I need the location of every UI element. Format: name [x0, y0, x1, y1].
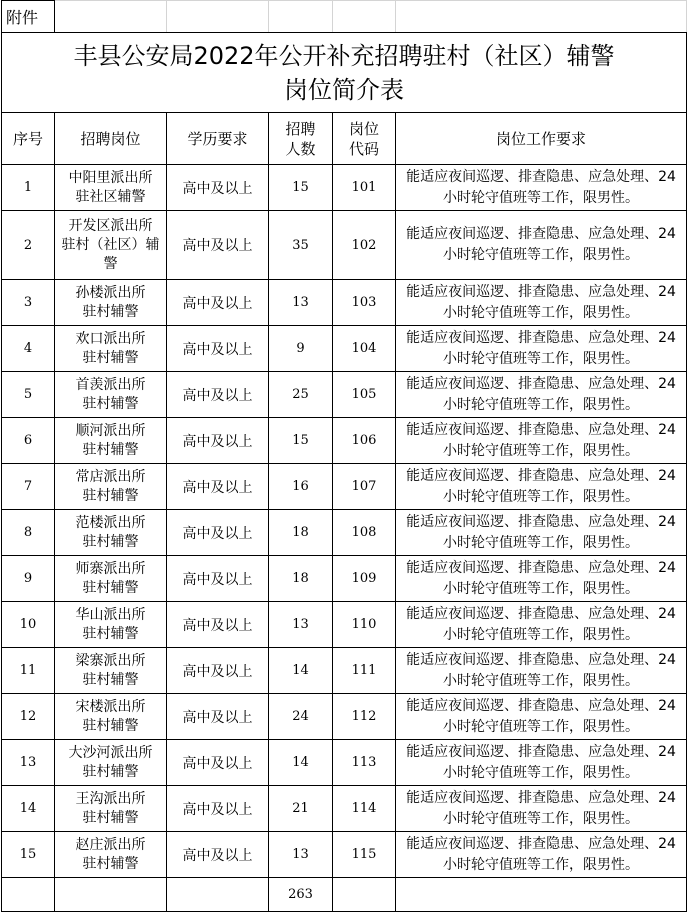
job-requirements-line-1: 能适应夜间巡逻、排查隐患、应急处理、24 [406, 743, 676, 760]
education-requirement: 高中及以上 [167, 165, 269, 211]
position-code: 103 [333, 280, 396, 326]
row-number: 11 [2, 648, 55, 694]
post-name [55, 418, 167, 464]
post-name-line-2: 驻村辅警 [82, 625, 139, 642]
post-name-line-2: 驻村辅警 [82, 855, 139, 872]
position-code: 105 [333, 372, 396, 418]
job-requirements-line-2: 小时轮守值班等工作，限男性。 [443, 247, 639, 263]
total-count: 263 [269, 878, 333, 912]
education-requirement: 高中及以上 [167, 556, 269, 602]
post-name-line-2: 驻社区辅警 [75, 188, 146, 205]
post-name-line-1: 宋楼派出所 [75, 698, 146, 715]
row-number: 8 [2, 510, 55, 556]
post-name [55, 326, 167, 372]
job-requirements [396, 418, 687, 464]
post-name-line-1: 华山派出所 [75, 606, 146, 623]
job-requirements-line-2: 小时轮守值班等工作，限男性。 [443, 189, 639, 206]
post-name [55, 280, 167, 326]
post-name-line-2: 驻村辅警 [82, 533, 139, 550]
education-requirement: 高中及以上 [167, 694, 269, 740]
hiring-count: 13 [269, 832, 333, 878]
position-code: 109 [333, 556, 396, 602]
education-requirement: 高中及以上 [167, 418, 269, 464]
row-number: 3 [2, 280, 55, 326]
total-empty [2, 878, 55, 912]
job-requirements-line-2: 小时轮守值班等工作，限男性。 [443, 350, 639, 367]
post-name [55, 464, 167, 510]
education-requirement: 高中及以上 [167, 648, 269, 694]
position-code: 104 [333, 326, 396, 372]
education-requirement: 高中及以上 [167, 602, 269, 648]
empty-cell [167, 1, 269, 33]
post-name-line-2: 驻村（社区）辅 [61, 236, 160, 253]
hiring-count: 14 [269, 648, 333, 694]
job-requirements-line-1: 能适应夜间巡逻、排查隐患、应急处理、24 [406, 697, 676, 714]
job-requirements-line-2: 小时轮守值班等工作，限男性。 [443, 580, 639, 597]
row-number: 15 [2, 832, 55, 878]
position-code: 110 [333, 602, 396, 648]
post-name-line-2: 驻村辅警 [82, 717, 139, 734]
table-row [2, 418, 687, 464]
post-name-line-1: 大沙河派出所 [68, 744, 153, 761]
job-requirements [396, 556, 687, 602]
post-name-line-1: 孙楼派出所 [75, 284, 146, 301]
header-education: 学历要求 [167, 113, 269, 165]
post-name-line-1: 欢口派出所 [75, 330, 146, 347]
job-requirements-line-2: 小时轮守值班等工作，限男性。 [443, 718, 639, 735]
row-number: 6 [2, 418, 55, 464]
job-requirements-line-1: 能适应夜间巡逻、排查隐患、应急处理、24 [406, 283, 676, 300]
empty-cell [333, 1, 396, 33]
empty-cell [55, 1, 167, 33]
post-name-line-1: 范楼派出所 [75, 514, 146, 531]
row-number: 7 [2, 464, 55, 510]
row-number: 13 [2, 740, 55, 786]
job-requirements [396, 372, 687, 418]
table-row [2, 694, 687, 740]
post-name-line-2: 驻村辅警 [82, 441, 139, 458]
post-name [55, 694, 167, 740]
post-name-line-2: 驻村辅警 [82, 487, 139, 504]
table-row [2, 165, 687, 211]
education-requirement: 高中及以上 [167, 464, 269, 510]
hiring-count: 18 [269, 556, 333, 602]
post-name-line-1: 中阳里派出所 [68, 169, 153, 186]
job-requirements-line-1: 能适应夜间巡逻、排查隐患、应急处理、24 [406, 605, 676, 622]
position-code: 102 [333, 211, 396, 280]
job-requirements-line-1: 能适应夜间巡逻、排查隐患、应急处理、24 [406, 467, 676, 484]
table-row [2, 280, 687, 326]
post-name-line-2: 驻村辅警 [82, 671, 139, 688]
header-no: 序号 [2, 113, 55, 165]
education-requirement: 高中及以上 [167, 372, 269, 418]
attachment-row [2, 1, 687, 33]
job-requirements-line-2: 小时轮守值班等工作，限男性。 [443, 626, 639, 643]
table-row [2, 326, 687, 372]
post-name-line-1: 师寨派出所 [75, 560, 146, 577]
education-requirement: 高中及以上 [167, 786, 269, 832]
empty-cell [269, 1, 333, 33]
table-row [2, 602, 687, 648]
post-name-line-2: 驻村辅警 [82, 395, 139, 412]
total-empty [333, 878, 396, 912]
position-code: 108 [333, 510, 396, 556]
post-name-line-1: 顺河派出所 [75, 422, 146, 439]
header-post: 招聘岗位 [55, 113, 167, 165]
total-row [2, 878, 687, 912]
hiring-count: 35 [269, 211, 333, 280]
hiring-count: 18 [269, 510, 333, 556]
education-requirement: 高中及以上 [167, 280, 269, 326]
hiring-count: 24 [269, 694, 333, 740]
header-code-line-2: 代码 [348, 139, 379, 158]
row-number: 4 [2, 326, 55, 372]
data-rows [2, 165, 687, 878]
hiring-count: 16 [269, 464, 333, 510]
post-name-line-1: 常店派出所 [75, 468, 146, 485]
job-requirements-line-2: 小时轮守值班等工作，限男性。 [443, 396, 639, 413]
post-name-line-1: 赵庄派出所 [75, 836, 146, 853]
header-requirements: 岗位工作要求 [396, 113, 687, 165]
job-requirements-line-1: 能适应夜间巡逻、排查隐患、应急处理、24 [406, 559, 676, 576]
total-empty [167, 878, 269, 912]
document-title [2, 33, 687, 113]
job-requirements [396, 740, 687, 786]
post-name-line-2: 驻村辅警 [82, 763, 139, 780]
education-requirement: 高中及以上 [167, 211, 269, 280]
position-code: 115 [333, 832, 396, 878]
post-name [55, 602, 167, 648]
education-requirement: 高中及以上 [167, 832, 269, 878]
hiring-count: 9 [269, 326, 333, 372]
attachment-label: 附件 [2, 1, 55, 33]
education-requirement: 高中及以上 [167, 326, 269, 372]
post-name-line-1: 梁寨派出所 [75, 652, 146, 669]
row-number: 2 [2, 211, 55, 280]
hiring-count: 14 [269, 740, 333, 786]
job-requirements [396, 165, 687, 211]
job-requirements-line-2: 小时轮守值班等工作，限男性。 [443, 810, 639, 827]
table-row [2, 786, 687, 832]
position-code: 112 [333, 694, 396, 740]
position-code: 106 [333, 418, 396, 464]
post-name [55, 786, 167, 832]
job-requirements-line-1: 能适应夜间巡逻、排查隐患、应急处理、24 [406, 329, 676, 346]
position-table [1, 0, 687, 912]
table-row [2, 648, 687, 694]
job-requirements-line-1: 能适应夜间巡逻、排查隐患、应急处理、24 [406, 375, 676, 392]
position-code: 111 [333, 648, 396, 694]
hiring-count: 25 [269, 372, 333, 418]
post-name [55, 740, 167, 786]
job-requirements-line-2: 小时轮守值班等工作，限男性。 [443, 764, 639, 781]
hiring-count: 15 [269, 418, 333, 464]
job-requirements-line-2: 小时轮守值班等工作，限男性。 [443, 672, 639, 689]
table-row [2, 740, 687, 786]
hiring-count: 21 [269, 786, 333, 832]
title-line-2: 岗位简介表 [284, 75, 404, 104]
job-requirements-line-2: 小时轮守值班等工作，限男性。 [443, 304, 639, 321]
post-name [55, 510, 167, 556]
header-count-line-1: 招聘 [285, 119, 316, 138]
job-requirements-line-1: 能适应夜间巡逻、排查隐患、应急处理、24 [406, 226, 676, 242]
title-line-1: 丰县公安局2022年公开补充招聘驻村（社区）辅警 [73, 41, 615, 70]
post-name-line-3: 警 [103, 255, 118, 272]
job-requirements [396, 694, 687, 740]
post-name [55, 372, 167, 418]
table-row [2, 832, 687, 878]
post-name-line-2: 驻村辅警 [82, 349, 139, 366]
post-name-line-2: 驻村辅警 [82, 809, 139, 826]
job-requirements-line-1: 能适应夜间巡逻、排查隐患、应急处理、24 [406, 835, 676, 852]
hiring-count: 13 [269, 602, 333, 648]
row-number: 14 [2, 786, 55, 832]
post-name-line-2: 驻村辅警 [82, 579, 139, 596]
job-requirements [396, 648, 687, 694]
total-empty [55, 878, 167, 912]
job-requirements [396, 786, 687, 832]
job-requirements-line-2: 小时轮守值班等工作，限男性。 [443, 442, 639, 459]
job-requirements-line-1: 能适应夜间巡逻、排查隐患、应急处理、24 [406, 421, 676, 438]
post-name-line-1: 首羡派出所 [75, 376, 146, 393]
total-empty [396, 878, 687, 912]
header-row [2, 113, 687, 165]
post-name [55, 832, 167, 878]
hiring-count: 13 [269, 280, 333, 326]
education-requirement: 高中及以上 [167, 510, 269, 556]
row-number: 1 [2, 165, 55, 211]
header-count [269, 113, 333, 165]
table-row [2, 211, 687, 280]
post-name [55, 556, 167, 602]
job-requirements [396, 326, 687, 372]
position-code: 114 [333, 786, 396, 832]
post-name [55, 211, 167, 280]
post-name-line-2: 驻村辅警 [82, 303, 139, 320]
hiring-count: 15 [269, 165, 333, 211]
post-name [55, 648, 167, 694]
row-number: 9 [2, 556, 55, 602]
position-code: 101 [333, 165, 396, 211]
job-requirements [396, 832, 687, 878]
job-requirements [396, 510, 687, 556]
post-name-line-1: 王沟派出所 [75, 790, 146, 807]
post-name-line-1: 开发区派出所 [68, 217, 153, 234]
job-requirements-line-1: 能适应夜间巡逻、排查隐患、应急处理、24 [406, 168, 676, 185]
row-number: 5 [2, 372, 55, 418]
row-number: 10 [2, 602, 55, 648]
header-count-line-2: 人数 [285, 139, 316, 158]
education-requirement: 高中及以上 [167, 740, 269, 786]
job-requirements [396, 602, 687, 648]
empty-cell [396, 1, 687, 33]
position-code: 113 [333, 740, 396, 786]
table-row [2, 510, 687, 556]
table-row [2, 464, 687, 510]
job-requirements-line-1: 能适应夜间巡逻、排查隐患、应急处理、24 [406, 513, 676, 530]
table-row [2, 556, 687, 602]
job-requirements [396, 211, 687, 280]
job-requirements-line-1: 能适应夜间巡逻、排查隐患、应急处理、24 [406, 789, 676, 806]
job-requirements-line-1: 能适应夜间巡逻、排查隐患、应急处理、24 [406, 651, 676, 668]
row-number: 12 [2, 694, 55, 740]
job-requirements [396, 280, 687, 326]
position-code: 107 [333, 464, 396, 510]
post-name [55, 165, 167, 211]
table-row [2, 372, 687, 418]
header-code-line-1: 岗位 [348, 119, 379, 138]
title-row [2, 33, 687, 113]
job-requirements-line-2: 小时轮守值班等工作，限男性。 [443, 534, 639, 551]
job-requirements [396, 464, 687, 510]
header-code [333, 113, 396, 165]
job-requirements-line-2: 小时轮守值班等工作，限男性。 [443, 488, 639, 505]
job-requirements-line-2: 小时轮守值班等工作，限男性。 [443, 856, 639, 873]
